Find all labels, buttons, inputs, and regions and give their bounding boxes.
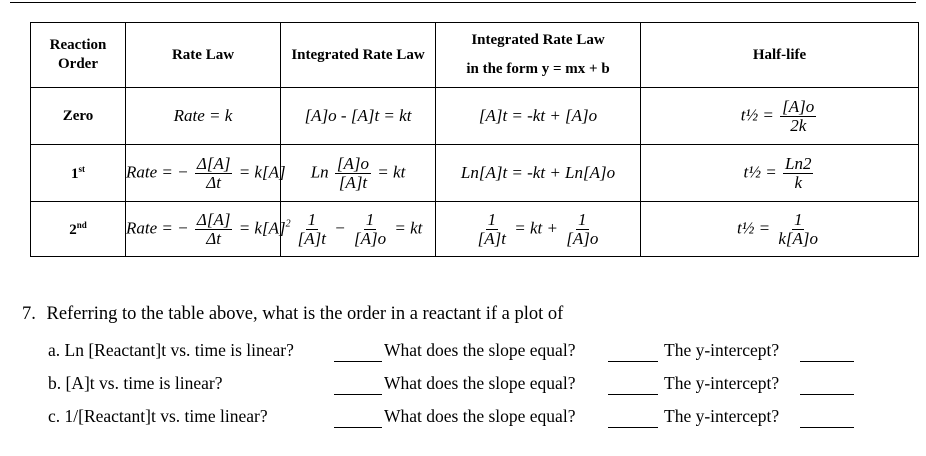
linear-fraction-2 bbox=[564, 211, 600, 248]
row-zero-order bbox=[31, 88, 919, 145]
order-number: 1 bbox=[71, 165, 79, 182]
integrated-cell: [A]o - [A]t = kt bbox=[281, 88, 436, 145]
fraction-denominator: Δt bbox=[206, 228, 221, 248]
answer-blank-order[interactable] bbox=[334, 361, 382, 362]
integrated-cell bbox=[281, 202, 436, 257]
fraction-denominator: [A]t bbox=[477, 228, 506, 248]
integrated-fraction-1 bbox=[296, 211, 328, 248]
order-cell bbox=[31, 202, 126, 257]
row-first-order bbox=[31, 145, 919, 202]
rate-law-cell bbox=[126, 202, 291, 257]
half-life-cell bbox=[641, 88, 919, 145]
linear-middle: = kt + bbox=[514, 217, 558, 237]
intercept-prompt: The y-intercept? bbox=[664, 340, 780, 360]
rate-exponent: 2 bbox=[285, 217, 291, 229]
intercept-prompt: The y-intercept? bbox=[664, 406, 780, 426]
header-row bbox=[31, 23, 919, 88]
rate-prefix: Rate = − bbox=[126, 217, 189, 237]
fraction-numerator: 1 bbox=[365, 209, 375, 229]
order-cell bbox=[31, 145, 126, 202]
answer-blank-intercept[interactable] bbox=[800, 394, 854, 395]
question-number: 7. bbox=[22, 304, 36, 324]
header-half-life: Half-life bbox=[641, 23, 919, 88]
linear-fraction-1 bbox=[476, 211, 508, 248]
fraction-numerator: 1 bbox=[793, 209, 803, 229]
rate-law-table bbox=[30, 22, 919, 257]
half-life-fraction bbox=[780, 98, 816, 135]
fraction-numerator: Δ[A] bbox=[196, 153, 231, 173]
rate-prefix: Rate = − bbox=[126, 161, 189, 181]
question-7 bbox=[22, 304, 563, 325]
header-linear-line1: Integrated Rate Law bbox=[471, 32, 605, 48]
header-rate-law: Rate Law bbox=[126, 23, 281, 88]
minus-sign: − bbox=[334, 217, 346, 237]
answer-blank-slope[interactable] bbox=[608, 394, 658, 395]
fraction-denominator: [A]t bbox=[338, 172, 368, 192]
rate-suffix: = k[A] bbox=[238, 161, 286, 181]
fraction-numerator: 1 bbox=[307, 209, 317, 229]
half-life-cell bbox=[641, 202, 919, 257]
fraction-denominator: Δt bbox=[206, 172, 221, 192]
integrated-fraction-2 bbox=[352, 211, 388, 248]
slope-prompt: What does the slope equal? bbox=[384, 373, 576, 393]
fraction-numerator: 1 bbox=[578, 209, 587, 229]
fraction-denominator: [A]o bbox=[353, 228, 387, 248]
intercept-prompt: The y-intercept? bbox=[664, 373, 780, 393]
half-life-symbol: t½ = bbox=[743, 161, 777, 181]
linear-form-cell: [A]t = -kt + [A]o bbox=[436, 88, 641, 145]
rate-fraction bbox=[195, 211, 233, 248]
integrated-suffix: = kt bbox=[377, 161, 406, 181]
header-linear-line2: in the form y = mx + b bbox=[466, 61, 610, 77]
answer-blank-order[interactable] bbox=[334, 394, 382, 395]
rate-law-cell: Rate = k bbox=[126, 88, 281, 145]
fraction-numerator: [A]o bbox=[782, 96, 815, 116]
question-item-c: c. 1/[Reactant]t vs. time linear? bbox=[48, 406, 268, 426]
fraction-denominator: [A]o bbox=[566, 228, 599, 248]
ln-prefix: Ln bbox=[310, 161, 329, 181]
rate-law-cell bbox=[126, 145, 286, 202]
half-life-fraction bbox=[776, 211, 820, 248]
top-rule bbox=[10, 2, 916, 3]
fraction-denominator: 2k bbox=[790, 115, 807, 135]
answer-blank-order[interactable] bbox=[334, 427, 382, 428]
fraction-denominator: k[A]o bbox=[778, 228, 819, 248]
answer-blank-intercept[interactable] bbox=[800, 361, 854, 362]
question-item-a: a. Ln [Reactant]t vs. time is linear? bbox=[48, 340, 294, 360]
answer-blank-intercept[interactable] bbox=[800, 427, 854, 428]
integrated-fraction bbox=[335, 155, 371, 192]
integrated-cell bbox=[281, 145, 436, 202]
answer-blank-slope[interactable] bbox=[608, 361, 658, 362]
fraction-numerator: Ln2 bbox=[784, 153, 812, 173]
header-order: Reaction Order bbox=[31, 23, 126, 88]
half-life-cell bbox=[641, 145, 919, 202]
fraction-denominator: k bbox=[794, 172, 802, 192]
order-suffix: nd bbox=[76, 219, 87, 230]
header-linear-form bbox=[436, 23, 641, 88]
fraction-numerator: Δ[A] bbox=[196, 209, 231, 229]
linear-form-cell bbox=[436, 202, 641, 257]
answer-blank-slope[interactable] bbox=[608, 427, 658, 428]
order-number: 2 bbox=[69, 221, 77, 238]
half-life-symbol: t½ = bbox=[736, 217, 771, 237]
question-text: Referring to the table above, what is the order in a reactant if a plot of bbox=[46, 304, 564, 324]
slope-prompt: What does the slope equal? bbox=[384, 406, 576, 426]
fraction-numerator: 1 bbox=[487, 209, 497, 229]
row-second-order bbox=[31, 202, 919, 257]
order-cell: Zero bbox=[31, 88, 126, 145]
question-item-b: b. [A]t vs. time is linear? bbox=[48, 373, 223, 393]
slope-prompt: What does the slope equal? bbox=[384, 340, 576, 360]
order-suffix: st bbox=[78, 163, 85, 174]
integrated-suffix: = kt bbox=[394, 217, 423, 237]
half-life-fraction bbox=[783, 155, 813, 192]
rate-fraction bbox=[195, 155, 233, 192]
fraction-denominator: [A]t bbox=[297, 228, 326, 248]
rate-suffix: = k[A] bbox=[238, 217, 286, 237]
fraction-numerator: [A]o bbox=[336, 153, 370, 173]
header-integrated: Integrated Rate Law bbox=[281, 23, 436, 88]
half-life-symbol: t½ = bbox=[740, 104, 774, 124]
linear-form-cell: Ln[A]t = -kt + Ln[A]o bbox=[436, 145, 641, 202]
